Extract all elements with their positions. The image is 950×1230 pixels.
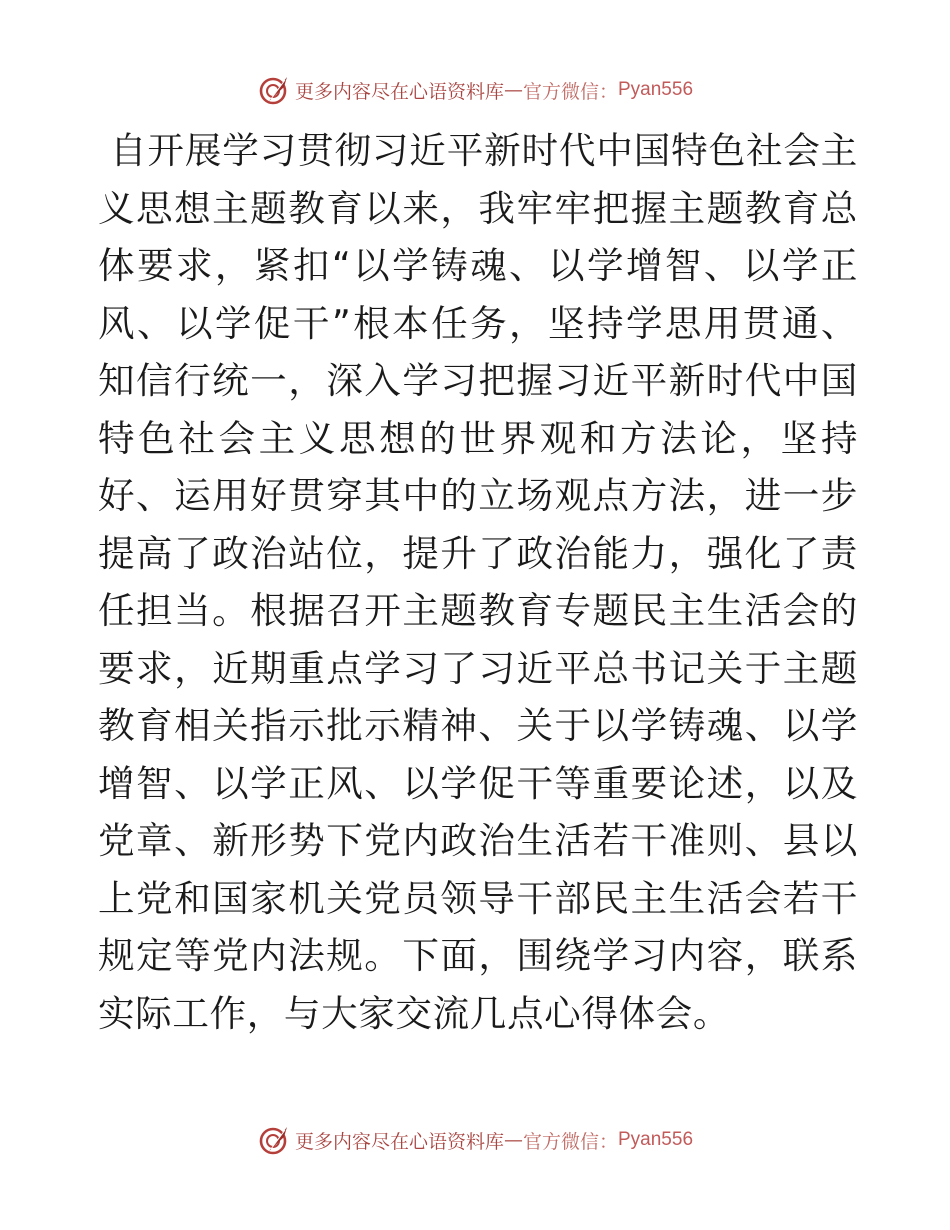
body-paragraph: 自开展学习贯彻习近平新时代中国特色社会主义思想主题教育以来，我牢牢把握主题教育总体要求，紧扣“以学铸魂、以学增智、以学正风、以学促干”根本任务，坚持学思用贯通、知信行统一，深入学习把握习近平新时代中国特色社会主义思想的世界观和方法论，坚持好、运用好贯穿其中的立场观点方法，进一步提高了政治站位，提升了政治能力，强化了责任担当。根据召开主题教育专题民主生活会的要求，近期重点学习了习近平总书记关于主题教育相关指示批示精神、关于以学铸魂、以学增智、以学正风、以学促干等重要论述，以及党章、新形势下党内政治生活若干准则、县以上党和国家机关党员领导干部民主生活会若干规定等党内法规。下面，围绕学习内容，联系实际工作，与大家交流几点心得体会。 <box>98 129 858 1035</box>
banner-brand-text: 更多内容尽在心语资料库 <box>294 1130 504 1153</box>
banner-separator: — <box>503 79 523 101</box>
banner-wechat-id: Pyan556 <box>618 1129 694 1150</box>
banner-wechat-label: 官方微信： <box>522 80 618 103</box>
header-banner <box>0 70 950 110</box>
document-body <box>98 122 858 1042</box>
footer-banner <box>0 1120 950 1160</box>
banner-separator: — <box>503 1129 523 1151</box>
banner-brand-text: 更多内容尽在心语资料库 <box>294 80 504 103</box>
banner-wechat-label: 官方微信： <box>522 1130 618 1153</box>
quill-pen-logo-icon <box>257 1123 291 1157</box>
banner-wechat-id: Pyan556 <box>618 79 694 100</box>
quill-pen-logo-icon <box>257 73 291 107</box>
